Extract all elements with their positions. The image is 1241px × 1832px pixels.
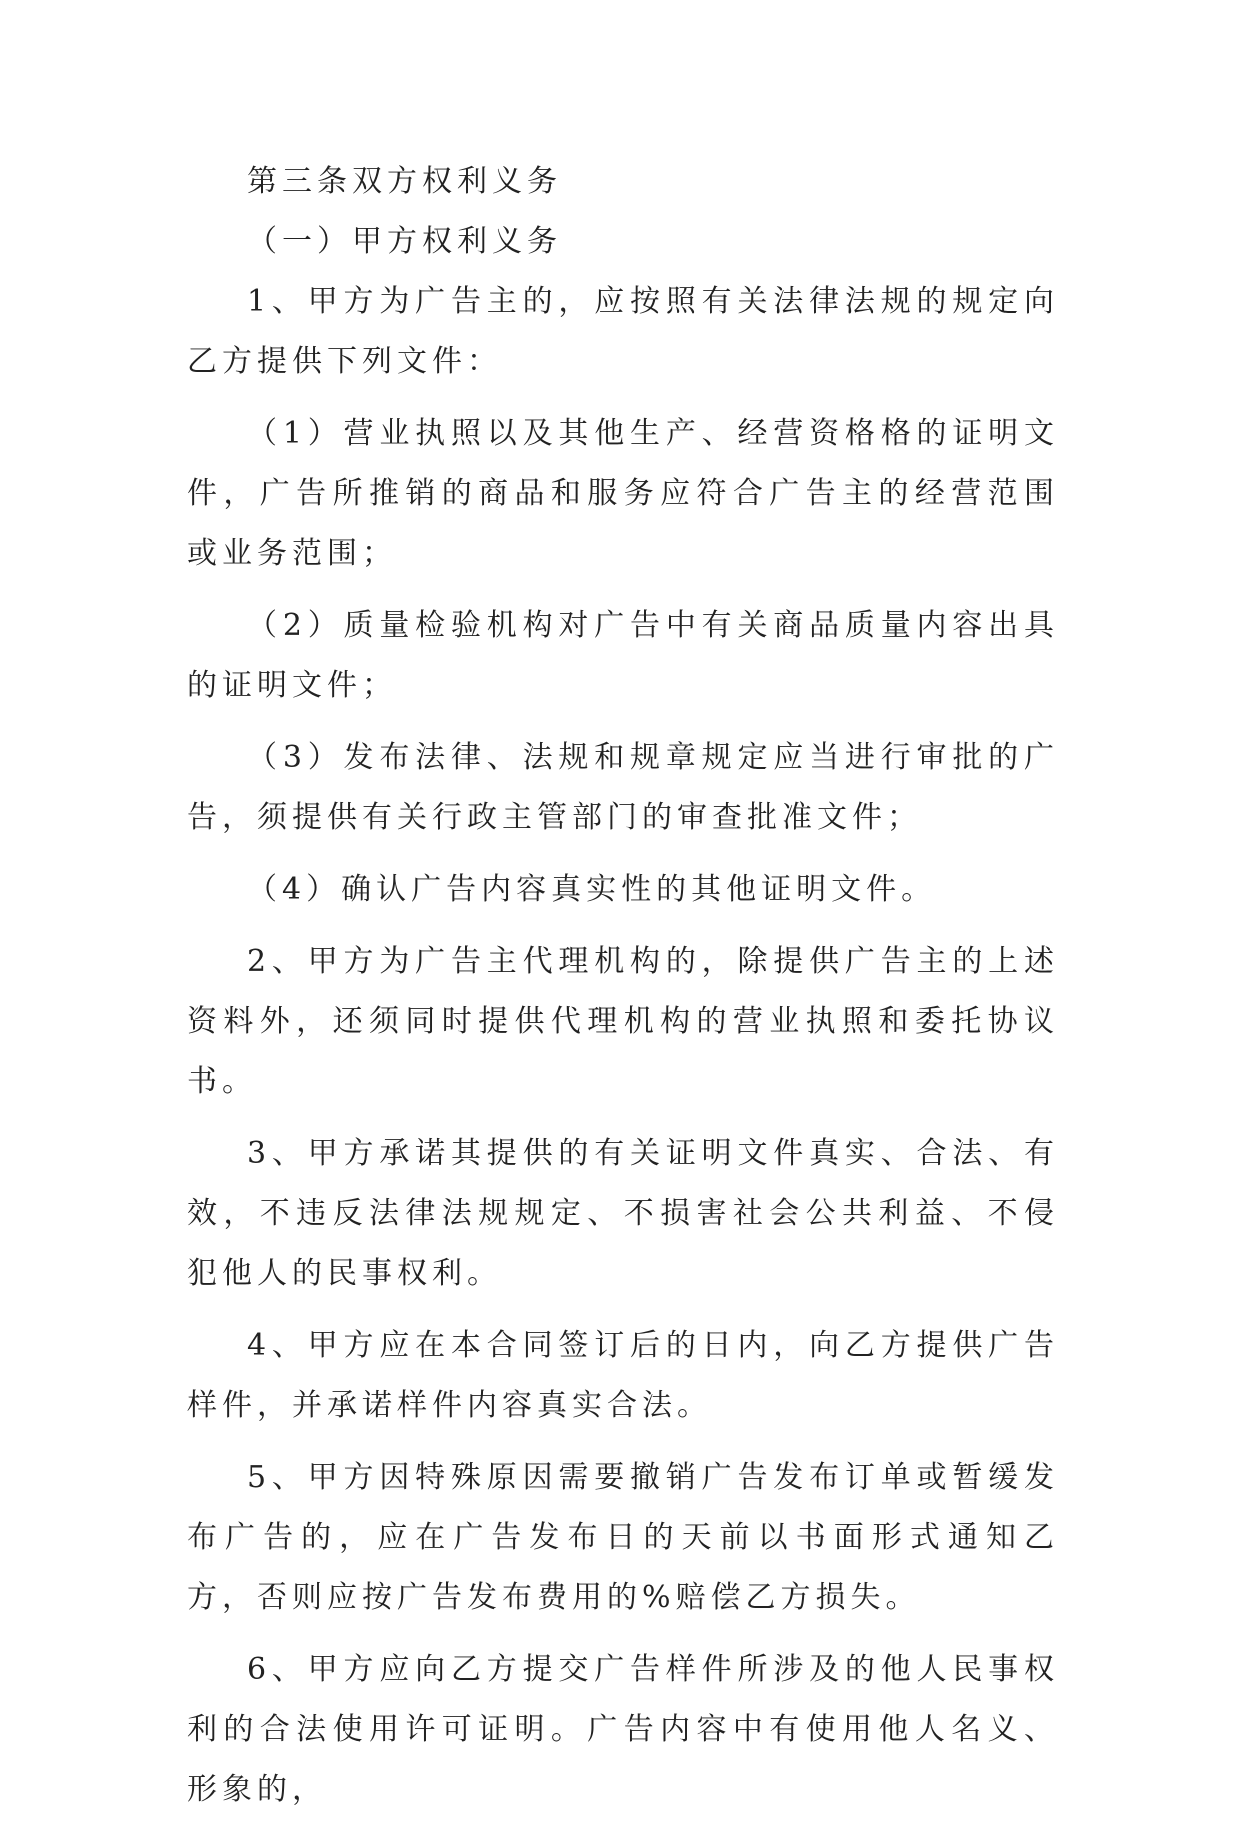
- section-title: 第三条双方权利义务: [247, 164, 562, 199]
- document-body: [187, 152, 1059, 1832]
- clause-1-item-1: （1）营业执照以及其他生产、经营资格格的证明文件，广告所推销的商品和服务应符合广告主的经营范围或业务范围；: [187, 416, 1059, 571]
- subsection-title: （一）甲方权利义务: [247, 224, 562, 259]
- clause-1-item-3: （3）发布法律、法规和规章规定应当进行审批的广告，须提供有关行政主管部门的审查批准文件；: [187, 740, 1059, 835]
- clause-5: 5、甲方因特殊原因需要撤销广告发布订单或暂缓发布广告的，应在广告发布日的天前以书面形式通知乙方，否则应按广告发布费用的%赔偿乙方损失。: [187, 1460, 1059, 1615]
- clause-1-item-2: （2）质量检验机构对广告中有关商品质量内容出具的证明文件；: [187, 608, 1059, 703]
- clause-4: 4、甲方应在本合同签订后的日内，向乙方提供广告样件，并承诺样件内容真实合法。: [187, 1328, 1059, 1423]
- clause-1: 1、甲方为广告主的，应按照有关法律法规的规定向乙方提供下列文件：: [187, 284, 1059, 379]
- clause-3: 3、甲方承诺其提供的有关证明文件真实、合法、有效，不违反法律法规规定、不损害社会公共利益、不侵犯他人的民事权利。: [187, 1136, 1059, 1291]
- clause-6: 6、甲方应向乙方提交广告样件所涉及的他人民事权利的合法使用许可证明。广告内容中有使用他人名义、形象的，: [187, 1652, 1059, 1807]
- clause-2: 2、甲方为广告主代理机构的，除提供广告主的上述资料外，还须同时提供代理机构的营业执照和委托协议书。: [187, 944, 1059, 1099]
- clause-1-item-4: （4）确认广告内容真实性的其他证明文件。: [247, 872, 937, 907]
